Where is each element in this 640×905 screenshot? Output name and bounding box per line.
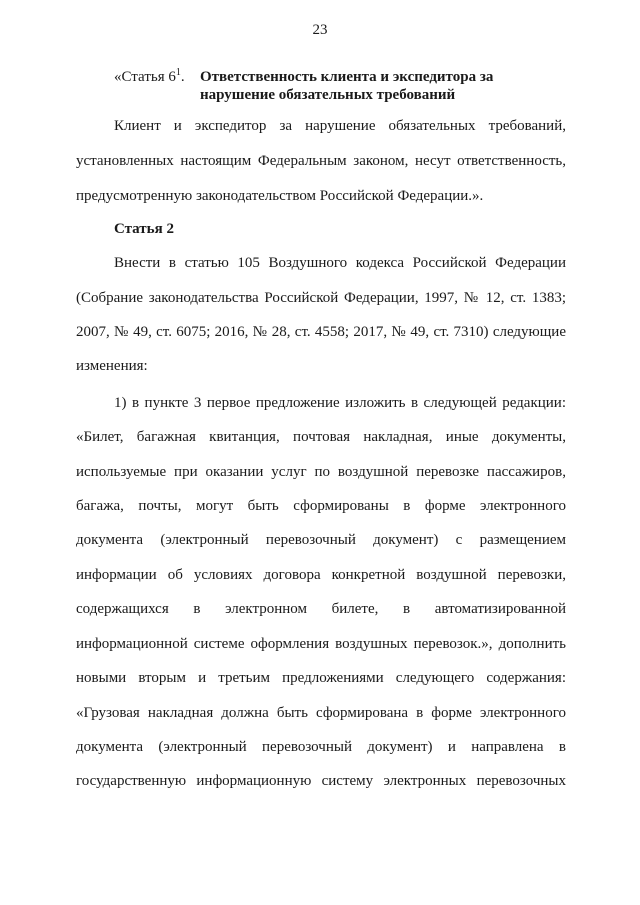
paragraph-line: документа (электронный перевозочный документ) с размещением [76,532,566,548]
paragraph-line: 2007, № 49, ст. 6075; 2016, № 28, ст. 4558; 2017, № 49, ст. 7310) следующие [76,324,566,340]
paragraph-line: багажа, почты, могут быть сформированы в форме электронного [76,498,566,514]
paragraph-line: государственную информационную систему электронных перевозочных [76,773,566,789]
paragraph-line: содержащихся в электронном билете, в автоматизированной [76,601,566,617]
paragraph-line: используемые при оказании услуг по воздушной перевозке пассажиров, [76,464,566,480]
article-6-1-title-line-2: нарушение обязательных требований [200,87,456,103]
paragraph-line: Клиент и экспедитор за нарушение обязательных требований, [114,118,566,134]
article-6-1-title [200,68,493,104]
paragraph-line: информационной системе оформления воздушных перевозок.», дополнить [76,636,566,652]
page-number: 23 [312,22,328,38]
paragraph-line: документа (электронный перевозочный документ) и направлена в [76,739,566,755]
article-6-1-heading [114,68,574,104]
article-6-1-label: «Статья $6^1$. [114,67,185,85]
paragraph-line: изменения: [76,358,148,374]
paragraph-line: установленных настоящим Федеральным законом, несут ответственность, [76,153,566,169]
paragraph-line: новыми вторым и третьим предложениями следующего содержания: [76,670,566,686]
paragraph-line: (Собрание законодательства Российской Федерации, 1997, № 12, ст. 1383; [76,290,566,306]
article-6-1-title-line-1: Ответственность клиента и экспедитора за [200,69,494,85]
paragraph-line: «Билет, багажная квитанция, почтовая накладная, иные документы, [76,429,566,445]
paragraph-line: Внести в статью 105 Воздушного кодекса Российской Федерации [114,255,566,271]
paragraph-line: 1) в пункте 3 первое предложение изложить в следующей редакции: [114,395,566,411]
paragraph-line: предусмотренную законодательством Российской Федерации.». [76,188,484,204]
article-2-heading: Статья 2 [114,221,174,237]
paragraph-line: «Грузовая накладная должна быть сформирована в форме электронного [76,705,566,721]
paragraph-line: информации об условиях договора конкретной воздушной перевозки, [76,567,566,583]
